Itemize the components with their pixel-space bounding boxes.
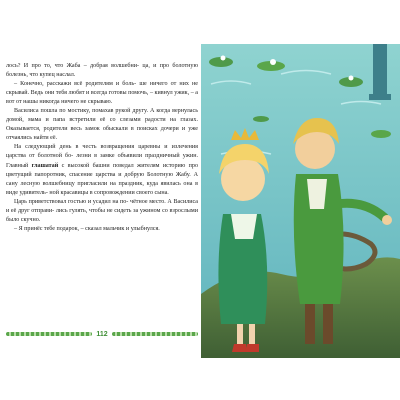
girl-character [218, 128, 269, 352]
page-footer [6, 328, 198, 340]
story-illustration [201, 44, 400, 358]
footer-ornament-right [112, 332, 198, 336]
paragraph-2: – Конечно, расскажи всё родителям и боль- ше ничего от них не скрывай. Ведь они тебя любят и всегда готовы помочь, – кивнул ужик, – а вот от нашы никогда ничего не скрываю. [6, 81, 198, 106]
paragraph-6: – Я принёс тебе подарок, – сказал мальчик и улыбнулся. [14, 225, 160, 232]
footer-ornament-left [6, 332, 92, 336]
paragraph-4: На следующий день в честь возвращения царевны и излечения царства от болотной бо- лезни в замке объявили праздничный ужин. Главный глашатай с высокой башни поведал жителям историю про цветущий папоротник, спасение царства и добрую Болотную Жабу. А сану лесную волшебницу пригласили на праздник, куда явилась она в виде удивитель- ной красавицы в сопровождении своего сына. [6, 144, 198, 196]
story-text [6, 62, 198, 234]
paragraph-3: Василиса пошла по мостику, помахав рукой другу. А когда вернулась домой, мама и папа встретили её со слезами радости на глазах. Оказывается, родители весь замок обыскали в поисках дочери и уже отчаялись найти её. [6, 108, 199, 142]
paragraph-5: Царь приветствовал гостью и усадил на по- чётное место. А Василиса и её друг отправи- лись гулять, чтобы не сидеть за ужином со взрослыми было скучно. [6, 198, 199, 223]
page-number: 112 [96, 330, 108, 338]
emphasized-word: глашатай [31, 162, 59, 169]
paragraph-1: лось? И про то, что Жаба – добрая волшебни- ца, и про болотную болезнь, что купец наслал. [6, 63, 198, 79]
